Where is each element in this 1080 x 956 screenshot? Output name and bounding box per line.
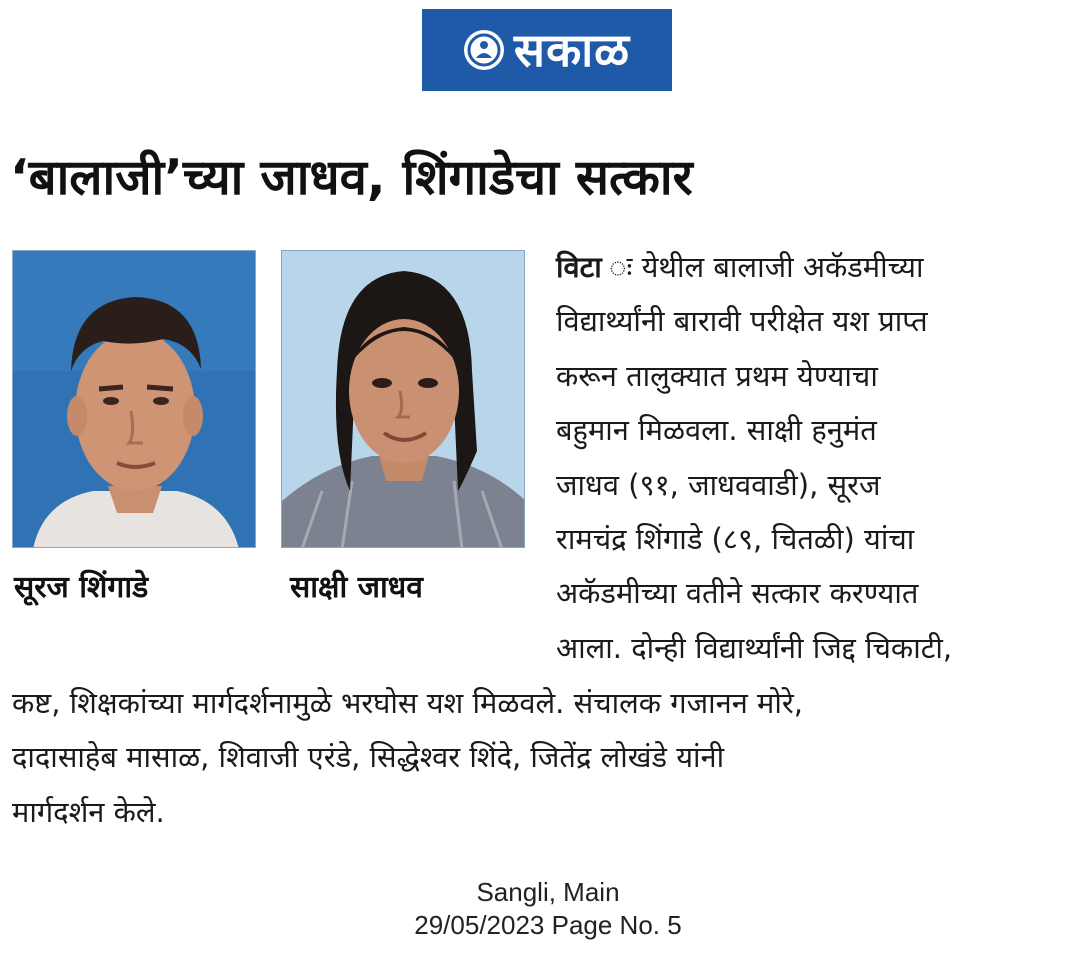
article-line: रामचंद्र शिंगाडे (८९, चितळी) यांचा [556,521,915,556]
photo-suraj-shingade [12,250,256,548]
source-edition: Sangli, Main [476,877,620,907]
article-headline: ‘बालाजी’च्या जाधव, शिंगाडेचा सत्कार [10,149,693,206]
article-body-wide [12,676,1072,839]
article-line: विद्यार्थ्यांनी बारावी परीक्षेत यश प्राप्त [556,304,928,339]
source-date-page: 29/05/2023 Page No. 5 [414,909,682,940]
source-info [0,876,1080,942]
article-line: जाधव (९१, जाधववाडी), सूरज [556,467,881,502]
article-line: बहुमान मिळवला. साक्षी हनुमंत [556,413,877,448]
article-line: कष्ट, शिक्षकांच्या मार्गदर्शनामुळे भरघोस यश मिळवले. संचालक गजानन मोरे, [12,686,803,720]
article-line: करून तालुक्यात प्रथम येण्याचा [556,358,878,393]
photo-caption: सूरज शिंगाडे [14,570,149,605]
sakal-emblem-icon [464,30,504,70]
article-body-column [556,240,1072,675]
article-line: अकॅडमीच्या वतीने सत्कार करण्यात [556,576,919,611]
article-line: येथील बालाजी अकॅडमीच्या [641,250,924,284]
photo-caption: साक्षी जाधव [290,570,423,605]
article-line: आला. दोन्ही विद्यार्थ्यांनी जिद्द चिकाटी, [556,630,953,665]
article-line: मार्गदर्शन केले. [12,794,165,829]
article-line: दादासाहेब मासाळ, शिवाजी एरंडे, सिद्धेश्वर शिंदे, जितेंद्र लोखंडे यांनी [12,740,725,775]
photo-sakshi-jadhav [281,250,525,548]
article-dateline: विटा [556,250,602,284]
article-first-line [556,240,1072,294]
masthead-name: सकाळ [513,23,631,77]
masthead-logo [422,9,672,91]
dateline-separator: ः [601,250,642,284]
